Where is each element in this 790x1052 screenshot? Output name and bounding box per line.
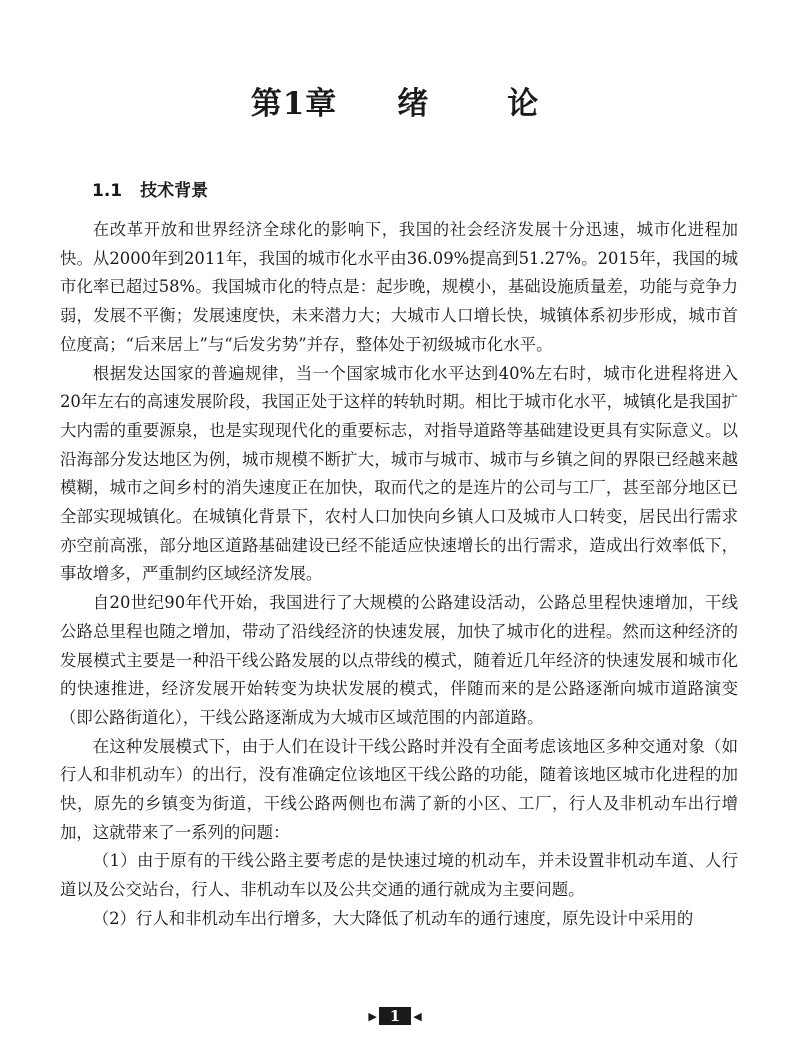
chapter-number: 第1章 — [250, 86, 338, 122]
left-marker-icon: ▶ — [368, 1009, 377, 1023]
paragraph: （2）行人和非机动车出行增多，大大降低了机动车的通行速度，原先设计中采用的 — [92, 908, 694, 928]
chapter-title — [0, 78, 790, 123]
page-number: 1 — [379, 1007, 411, 1025]
page-number-footer — [0, 1006, 790, 1025]
chapter-title-part-2: 论 — [507, 86, 540, 122]
paragraph: 根据发达国家的普遍规律，当一个国家城市化水平达到40%左右时，城市化进程将进入20年左右的高速发展阶段，我国正处于这样的转轨时期。相比于城市化水平，城镇化是我国扩大内需的重要源泉，也是实现现代化的重要标志，对指导道路等基础建设更具有实际意义。以沿海部分发达地区为例，城市规模不断扩大，城市与城市、城市与乡镇之间的界限已经越来越模糊，城市之间乡村的消失速度正在加快，取而代之的是连片的公司与工厂，甚至部分地区已全部实现城镇化。在城镇化背景下，农村人口加快向乡镇人口及城市人口转变，居民出行需求亦空前高涨，部分地区道路基础建设已经不能适应快速增长的出行需求，造成出行效率低下，事故增多，严重制约区域经济发展。 — [60, 363, 738, 584]
paragraph: （1）由于原有的干线公路主要考虑的是快速过境的机动车，并未设置非机动车道、人行道以及公交站台，行人、非机动车以及公共交通的通行就成为主要问题。 — [60, 851, 738, 900]
section-heading — [92, 176, 208, 201]
paragraph: 在这种发展模式下，由于人们在设计干线公路时并没有全面考虑该地区多种交通对象（如行人和非机动车）的出行，没有准确定位该地区干线公路的功能，随着该地区城市化进程的加快，原先的乡镇变为街道，干线公路两侧也布满了新的小区、工厂，行人及非机动车出行增加，这就带来了一系列的问题： — [60, 736, 738, 842]
paragraph: 在改革开放和世界经济全球化的影响下，我国的社会经济发展十分迅速，城市化进程加快。从2000年到2011年，我国的城市化水平由36.09%提高到51.27%。2015年，我国的城市化率已超过58%。我国城市化的特点是：起步晚，规模小，基础设施质量差，功能与竞争力弱，发展不平衡；发展速度快，未来潜力大；大城市人口增长快，城镇体系初步形成，城市首位度高；“后来居上”与“后发劣势”并存，整体处于初级城市化水平。 — [60, 220, 738, 354]
chapter-title-part-1: 绪 — [397, 86, 430, 122]
section-title: 技术背景 — [140, 181, 209, 201]
right-marker-icon: ◀ — [413, 1009, 422, 1023]
paragraph: 自20世纪90年代开始，我国进行了大规模的公路建设活动，公路总里程快速增加，干线公路总里程也随之增加，带动了沿线经济的快速发展，加快了城市化的进程。然而这种经济的发展模式主要是一种沿干线公路发展的以点带线的模式，随着近几年经济的快速发展和城市化的快速推进，经济发展开始转变为块状发展的模式，伴随而来的是公路逐渐向城市道路演变（即公路街道化），干线公路逐渐成为大城市区域范围的内部道路。 — [60, 593, 738, 727]
section-number: 1.1 — [92, 181, 123, 201]
body-text — [60, 216, 738, 934]
